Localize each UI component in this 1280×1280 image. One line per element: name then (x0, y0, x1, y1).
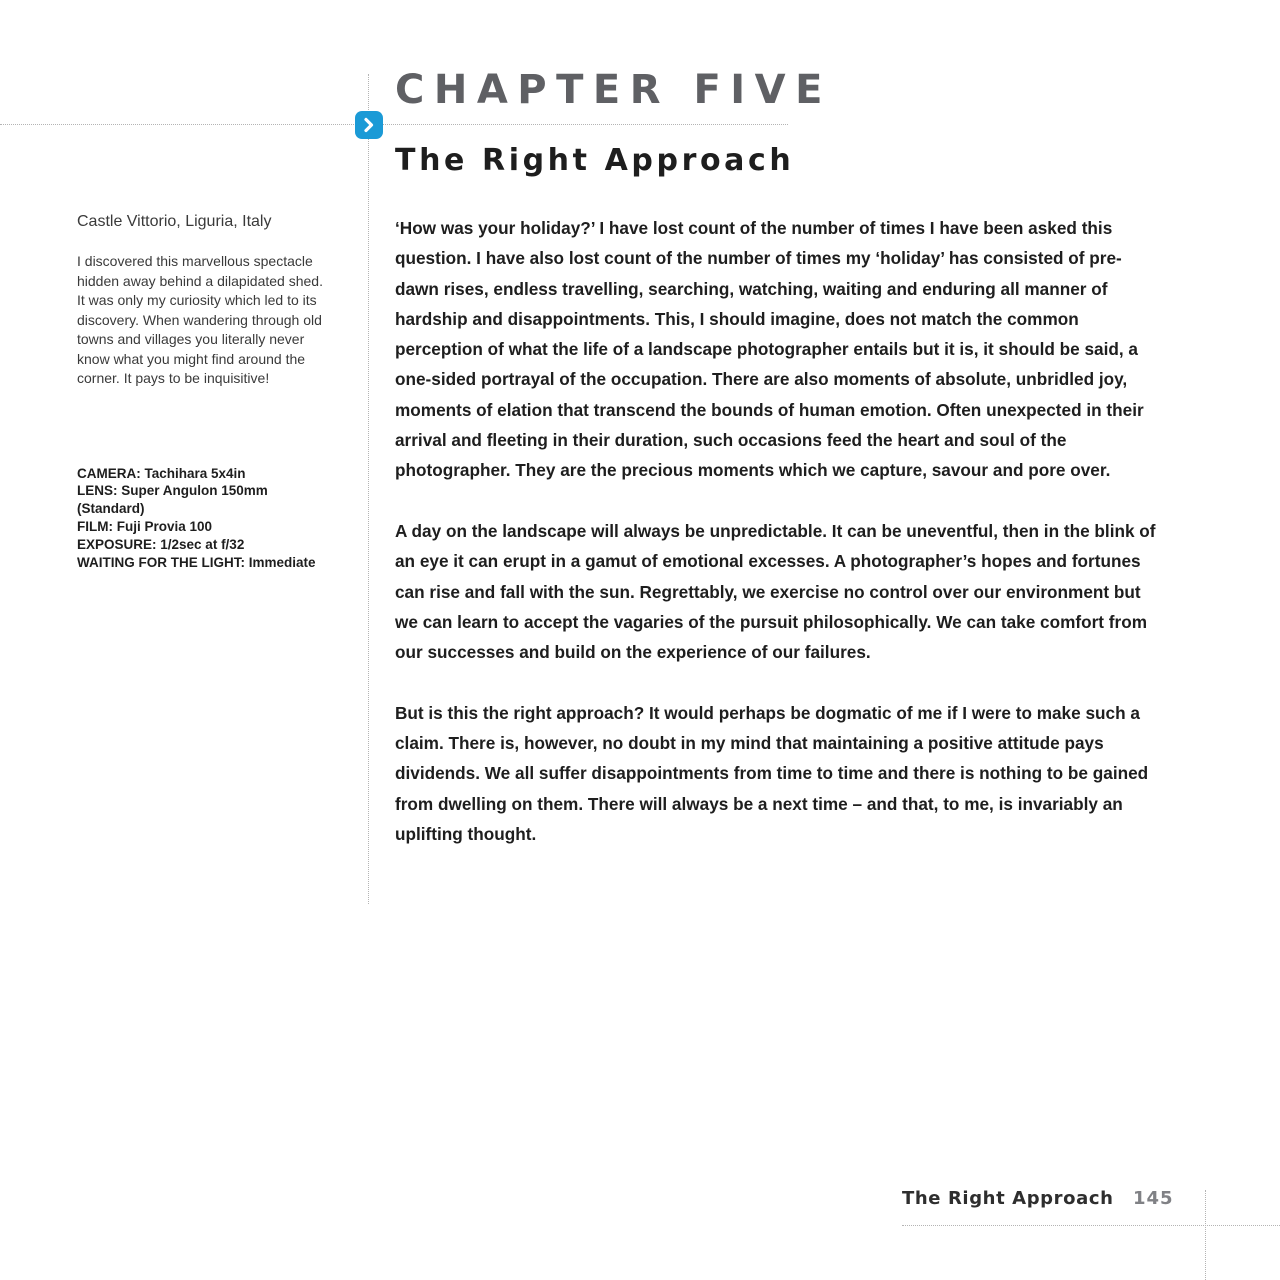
footer-dotted-rule (902, 1225, 1280, 1226)
section-title: The Right Approach (395, 143, 795, 178)
caption-body: I discovered this marvellous spectacle hidden away behind a dilapidated shed. It was only my curiosity which led to its discovery. When wandering through old towns and villages you literally never know what you might find around the corner. It pays to be inquisitive! (77, 253, 323, 386)
footer-running-title: The Right Approach (902, 1188, 1114, 1209)
top-dotted-rule (0, 124, 788, 125)
spec-waiting-for-light: WAITING FOR THE LIGHT: Immediate (77, 555, 316, 571)
footer-vertical-rule (1205, 1190, 1206, 1280)
chapter-label: CHAPTER FIVE (395, 67, 832, 113)
chevron-right-icon-glyph (360, 116, 378, 134)
caption-title: Castle Vittorio, Liguria, Italy (77, 213, 272, 230)
spec-lens: LENS: Super Angulon 150mm (Standard) (77, 483, 268, 517)
body-paragraph-3: But is this the right approach? It would perhaps be dogmatic of me if I were to make such a claim. There is, however, no doubt in my mind that maintaining a positive attitude pays dividends. We all suffer disappointments from time to time and there is nothing to be gained from dwelling on them. There will always be a next time – and that, to me, is invariably an uplifting thought. (395, 702, 1149, 844)
chevron-right-icon (355, 111, 383, 139)
photo-caption-sidebar (77, 210, 337, 572)
page-number: 145 (1133, 1188, 1174, 1209)
column-divider-rule (368, 74, 369, 904)
body-paragraph-1: ‘How was your holiday?’ I have lost count of the number of times I have been asked this question. I have also lost count of the number of times my ‘holiday’ has consisted of pre-dawn rises, endless travelling, searching, watching, waiting and enduring all manner of hardship and disappointments. This, I should imagine, does not match the common perception of what the life of a landscape photographer entails but it is, it should be said, a one-sided portrayal of the occupation. There are also moments of absolute, unbridled joy, moments of elation that transcend the bounds of human emotion. Often unexpected in their arrival and fleeting in their duration, such occasions feed the heart and soul of the photographer. They are the precious moments which we capture, savour and pore over. (395, 218, 1144, 481)
spec-exposure: EXPOSURE: 1/2sec at f/32 (77, 537, 245, 553)
main-body-text (395, 213, 1163, 880)
spec-film: FILM: Fuji Provia 100 (77, 519, 213, 535)
body-paragraph-2: A day on the landscape will always be unpredictable. It can be uneventful, then in the blink of an eye it can erupt in a gamut of emotional excesses. A photographer’s hopes and fortunes can rise and fall with the sun. Regrettably, we exercise no control over our environment but we can learn to accept the vagaries of the pursuit philosophically. We can take comfort from our successes and build on the experience of our failures. (395, 520, 1156, 663)
spec-camera: CAMERA: Tachihara 5x4in (77, 465, 246, 481)
technical-specs (77, 465, 317, 572)
